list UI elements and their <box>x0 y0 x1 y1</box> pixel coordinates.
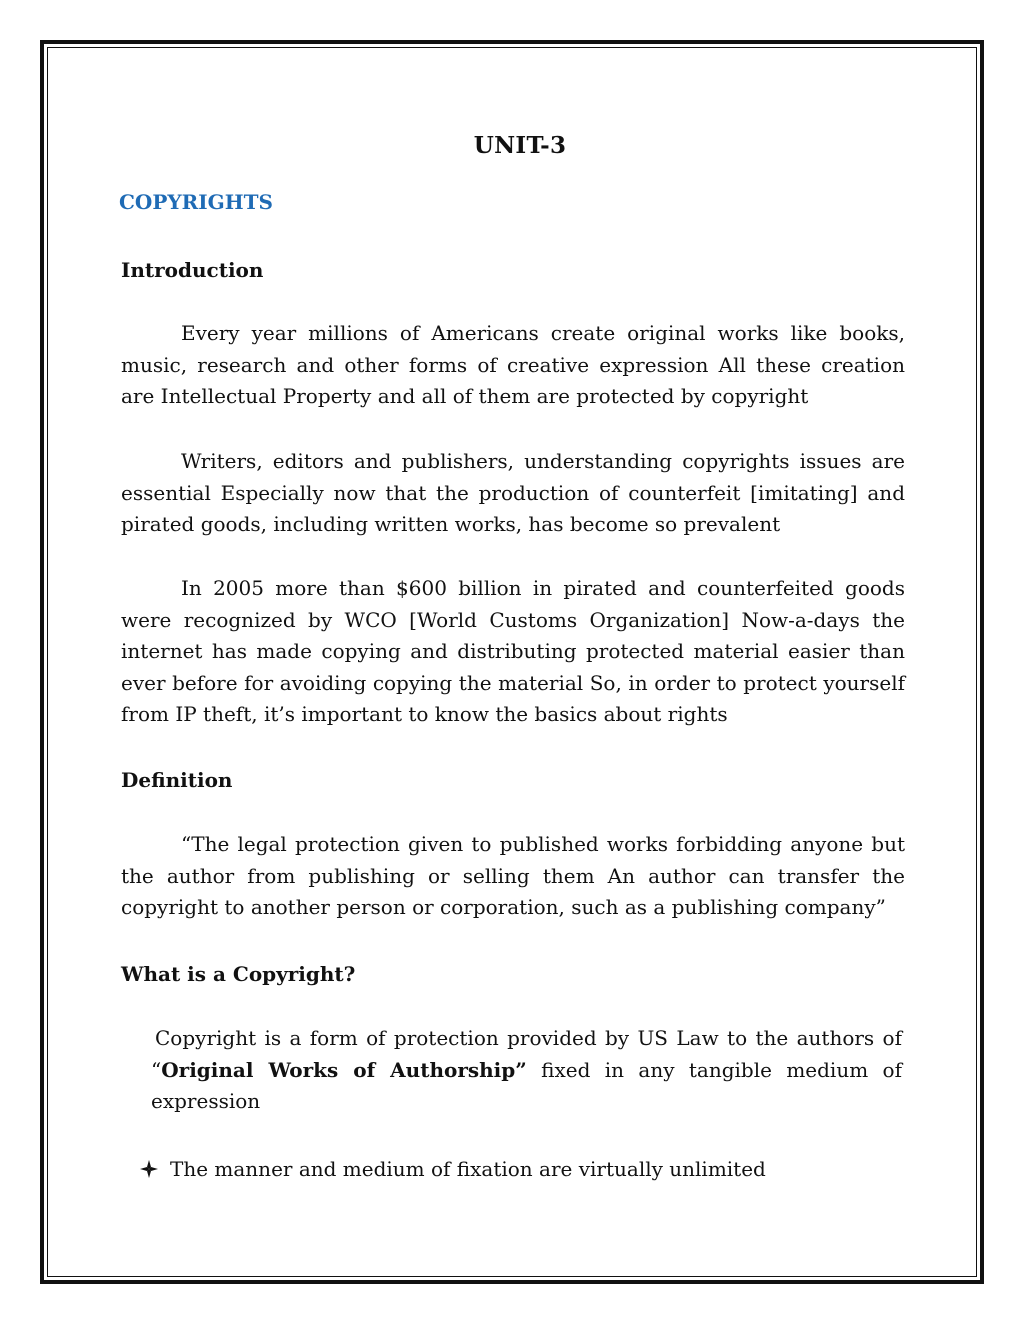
introduction-paragraph-1: Every year millions of Americans create original works like books, music, research and other forms of creative expression All these creation are Intellectual Property and all of them are protected by copyright <box>121 321 905 409</box>
what-is-text-before: Copyright is a form of protection provided by US Law to the authors of “ <box>151 1026 902 1082</box>
what-is-bold-phrase: Original Works of Authorship” <box>161 1057 527 1082</box>
subject-heading: COPYRIGHTS <box>119 190 273 214</box>
definition-paragraph: “The legal protection given to published works forbidding anyone but the author from publishing or selling them An author can transfer the copyright to another person or corporation, such as a publishing company” <box>121 832 905 920</box>
what-is-copyright-heading: What is a Copyright? <box>121 962 356 986</box>
bullet-text: The manner and medium of fixation are virtually unlimited <box>170 1157 766 1181</box>
diamond-bullet-icon <box>140 1156 158 1174</box>
bullet-item <box>140 1154 766 1186</box>
introduction-paragraph-2: Writers, editors and publishers, understanding copyrights issues are essential Especially now that the production of counterfeit [imitating] and pirated goods, including written works, has become so prevalent <box>121 449 905 537</box>
what-is-copyright-paragraph <box>151 1023 902 1118</box>
unit-title: UNIT-3 <box>473 132 567 159</box>
what-is-text-after: fixed in any tangible medium of expression <box>151 1057 902 1114</box>
introduction-heading: Introduction <box>121 258 264 282</box>
definition-heading: Definition <box>121 768 233 792</box>
introduction-paragraph-3: In 2005 more than $600 billion in pirated and counterfeited goods were recognized by WCO [World Customs Organization] Now-a-days the internet has made copying and distributing protected material easier than ever before for avoiding copying the material So, in order to protect yourself from IP theft, it’s important to know the basics about rights <box>121 576 905 727</box>
